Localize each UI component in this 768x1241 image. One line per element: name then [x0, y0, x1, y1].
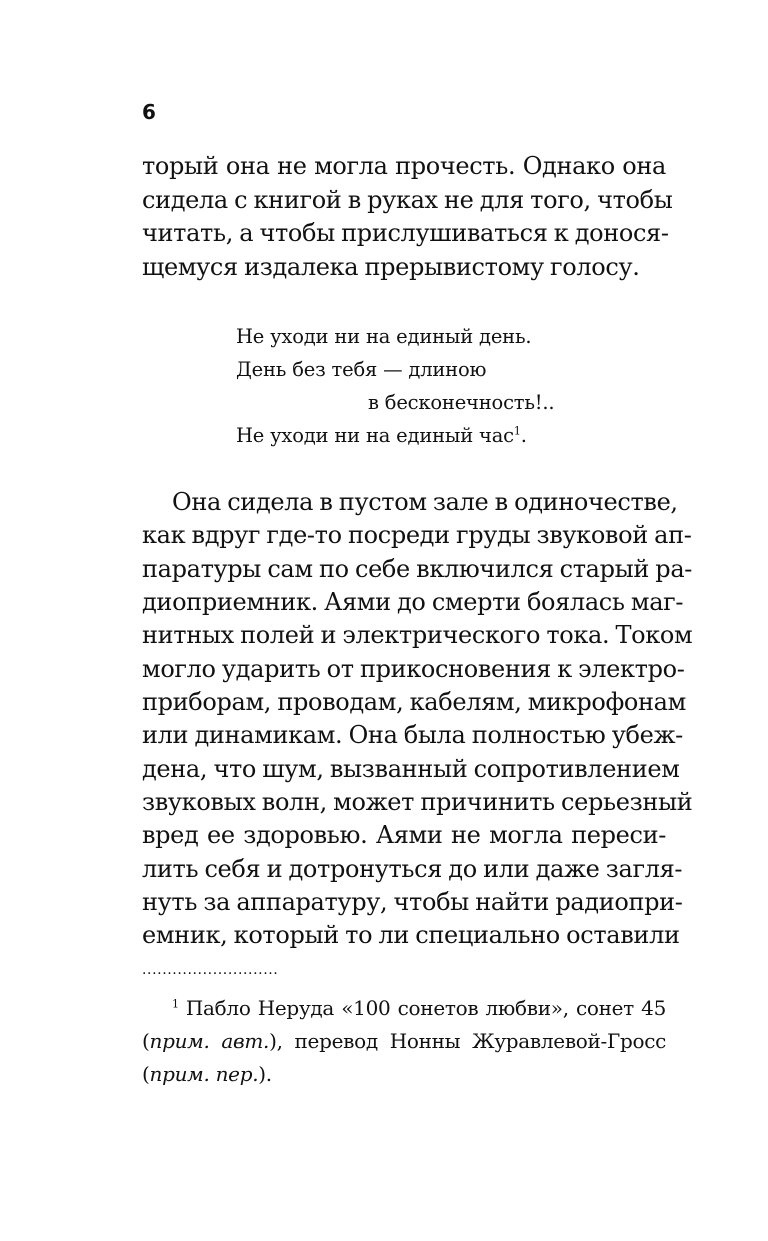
footnote-line-3: [142, 1058, 666, 1091]
paren-open: (: [142, 1062, 150, 1086]
text-line: дена, что шум, вызванный сопротивлением: [142, 754, 680, 783]
footnote-line-2: [142, 1025, 666, 1058]
text-line: могло ударить от прикосновения к электро-: [142, 654, 685, 683]
poem-line-text: Не уходи ни на единый час: [236, 424, 514, 447]
text-line: емник, который то ли специально оставили: [142, 921, 680, 950]
paragraph-1: [142, 150, 673, 284]
text-line: сидела с книгой в руках не для того, чтобы: [142, 185, 673, 214]
footnote-reference: 1: [513, 424, 521, 438]
poem-line: в бесконечность!..: [368, 391, 555, 414]
paragraph-2: [142, 486, 693, 953]
text-line: паратуры сам по себе включился старый ра-: [142, 554, 693, 583]
text-line: нитных полей и электрического тока. Током: [142, 621, 693, 650]
poem-quote: [236, 320, 596, 452]
text-line: или динамикам. Она была полностью убеж-: [142, 721, 683, 750]
poem-line-last: [236, 419, 596, 452]
text-line: вред ее здоровью. Аями не могла переси-: [142, 821, 666, 850]
text-line: как вдруг где-то посреди груды звуковой ап-: [142, 521, 692, 550]
poem-line: Не уходи ни на единый день.: [236, 325, 532, 348]
footnote-text: Пабло Неруда «100 сонетов любви», сонет 45: [185, 996, 666, 1020]
footnote-separator: ...........................: [142, 962, 279, 978]
text-line: читать, а чтобы прислушиваться к донося-: [142, 219, 669, 248]
text-line: приборам, проводам, кабелям, микрофонам: [142, 688, 686, 717]
poem-line: День без тебя — длиною: [236, 358, 487, 381]
text-line: щемуся издалека прерывистому голосу.: [142, 252, 640, 281]
author-note: прим. авт.: [149, 1029, 270, 1053]
page-number: 6: [142, 100, 156, 124]
text-line: нуть за аппаратуру, чтобы найти радиопри-: [142, 888, 683, 917]
footnote: [142, 992, 666, 1091]
footnote-line-1: [142, 992, 666, 1025]
text-line: диоприемник. Аями до смерти боялась маг-: [142, 588, 684, 617]
translator-note: прим. пер.: [149, 1062, 259, 1086]
paren-open: (: [142, 1029, 150, 1053]
paren-close: ).: [258, 1062, 272, 1086]
text-line: лить себя и дотронуться до или даже загля-: [142, 854, 683, 883]
poem-line-punct: .: [520, 424, 527, 447]
footnote-mark: 1: [172, 997, 179, 1011]
text-line: торый она не могла прочесть. Однако она: [142, 152, 666, 180]
footnote-text: ), перевод Нонны Журавлевой-Гросс: [269, 1029, 666, 1053]
text-line-indented: Она сидела в пустом зале в одиночестве,: [172, 488, 678, 516]
text-line: звуковых волн, может причинить серьезный: [142, 788, 693, 817]
